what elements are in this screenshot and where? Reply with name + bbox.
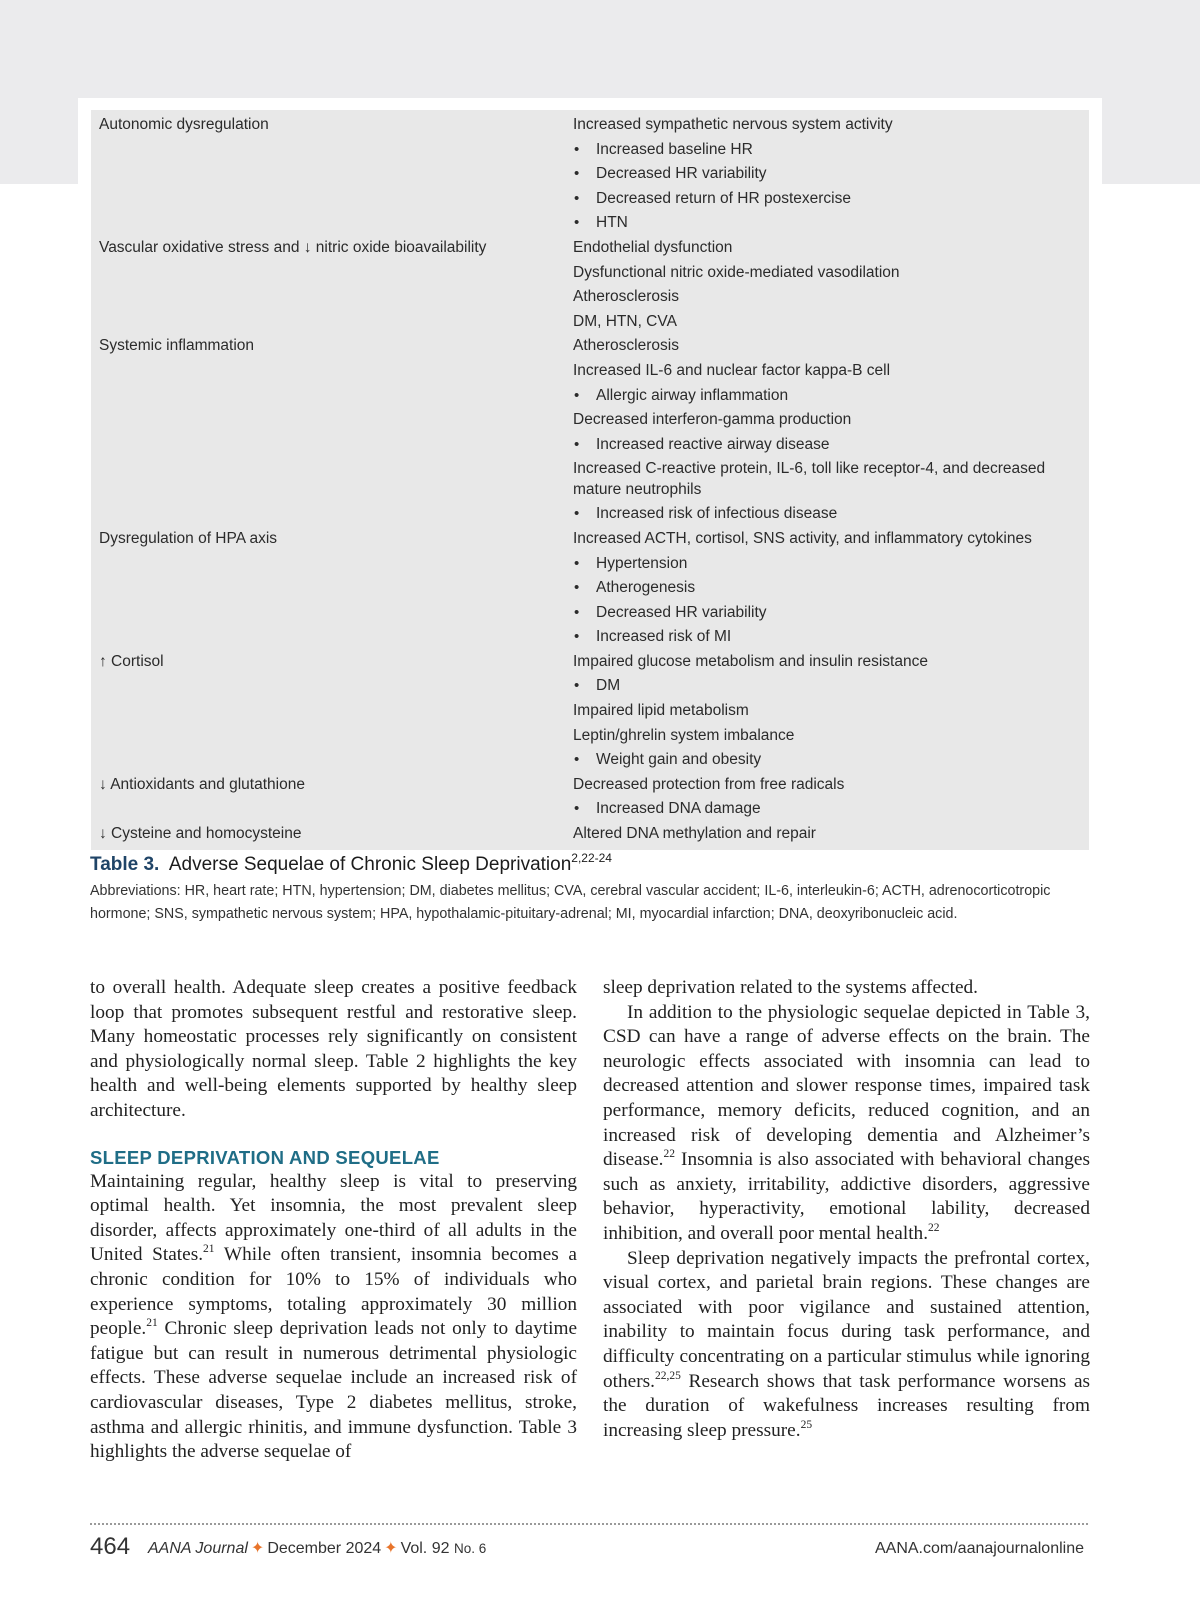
table-row (91, 236, 1089, 334)
table-body (91, 110, 1089, 847)
table-cell-mechanism: Vascular oxidative stress and ↓ nitric oxide bioavailability (99, 238, 487, 256)
effect-item: Increased ACTH, cortisol, SNS activity, and inflammatory cytokines (573, 529, 1032, 547)
table-cell-effects (573, 113, 1078, 236)
paragraph (603, 1001, 1090, 1247)
table-cell-effects (573, 527, 1078, 650)
effect-item: DM, HTN, CVA (573, 312, 677, 330)
effect-bullet-item: • Hypertension (573, 552, 1078, 577)
paragraph (90, 1170, 577, 1465)
table-cell-mechanism: Dysregulation of HPA axis (99, 529, 278, 547)
text-run: Maintaining regular, healthy sleep is vital to preserving optimal health. Yet insomnia, the most prevalent sleep disorder, affects approximately one-third of all adults in the United States. (90, 1170, 577, 1266)
abbreviations-note: Abbreviations: HR, heart rate; HTN, hypertension; DM, diabetes mellitus; CVA, cerebral vascular accident; IL-6, interleukin-6; ACTH, adrenocorticotropic hormone; SNS, sympathetic nervous system; HPA, hypothalamic-pituitary-adrenal; MI, myocardial infarction; DNA, deoxyribonucleic acid. (90, 883, 1051, 922)
table-row (91, 822, 1089, 847)
table-cell-mechanism: ↑ Cortisol (99, 652, 164, 670)
effect-bullet-item: • Decreased HR variability (573, 601, 1078, 626)
citation-ref: 22 (663, 1148, 675, 1161)
separator-icon: ✦ (384, 1540, 398, 1557)
table-cell-mechanism: Autonomic dysregulation (99, 116, 269, 133)
table-row (91, 527, 1089, 650)
effect-bullet-item: • Decreased return of HR postexercise (573, 187, 1078, 212)
journal-citation (148, 1538, 486, 1560)
table-cell-mechanism: ↓ Antioxidants and glutathione (99, 775, 305, 793)
table-cell-mechanism: ↓ Cysteine and homocysteine (99, 825, 302, 843)
text-run: In addition to the physiologic sequelae depicted in Table 3, CSD can have a range of adverse effects on the brain. The neurologic effects associated with insomnia can lead to decreased attention and slower response times, impaired task performance, memory deficits, reduced cognition, and an increased risk of developing dementia and Alzheimer’s disease. (603, 1001, 1090, 1171)
journal-name: AANA Journal (148, 1540, 248, 1557)
paragraph: to overall health. Adequate sleep creates a positive feedback loop that promotes subsequent restful and restorative sleep. Many homeostatic processes rely significantly on consistent and physiologically normal sleep. Table 2 highlights the key health and well-being elements supported by healthy sleep architecture. (90, 977, 577, 1121)
journal-website-link[interactable]: AANA.com/aanajournalonline (874, 1540, 1084, 1557)
caption-text: Adverse Sequelae of Chronic Sleep Deprivation (168, 854, 572, 875)
effect-item: Increased sympathetic nervous system activity (573, 116, 893, 133)
text-run: Sleep deprivation negatively impacts the prefrontal cortex, visual cortex, and parietal brain regions. These changes are associated with poor vigilance and sustained attention, inability to maintain focus during task performance, and difficulty concentrating on a particular stimulus while ignoring others. (603, 1247, 1090, 1392)
effect-item: Atherosclerosis (573, 288, 679, 306)
issue-date: December 2024 (267, 1540, 382, 1557)
citation-ref: 21 (203, 1243, 215, 1256)
paragraph: sleep deprivation related to the systems affected. (603, 977, 978, 998)
effect-item: Increased C-reactive protein, IL-6, toll like receptor-4, and decreased mature neutrophils (573, 460, 1046, 498)
effect-item: Leptin/ghrelin system imbalance (573, 726, 795, 744)
caption-label: Table 3. (90, 854, 160, 875)
effect-bullet-item: • DM (573, 674, 1078, 699)
table-row (91, 113, 1089, 236)
effect-item: Impaired lipid metabolism (573, 702, 749, 720)
separator-icon: ✦ (250, 1540, 265, 1557)
table-caption (90, 852, 1100, 925)
effect-item: Increased IL-6 and nuclear factor kappa-B cell (573, 361, 891, 379)
effect-item: Atherosclerosis (573, 337, 679, 355)
effect-item: Decreased interferon-gamma production (573, 411, 852, 429)
table-row (91, 773, 1089, 822)
footer-divider (90, 1523, 1088, 1525)
table-3 (91, 110, 1089, 850)
effect-item: Dysfunctional nitric oxide-mediated vasodilation (573, 263, 900, 281)
caption-refs: 2,22-24 (571, 851, 612, 865)
effect-bullet-item: • Increased risk of MI (573, 625, 1078, 650)
issue-number: No. 6 (453, 1541, 487, 1556)
effect-item: Endothelial dysfunction (573, 238, 733, 256)
page-footer (90, 1532, 1088, 1562)
effect-bullet-item: • Increased reactive airway disease (573, 433, 1078, 458)
effect-bullet-item: • Weight gain and obesity (573, 748, 1078, 773)
effect-bullet-item: • Increased DNA damage (573, 797, 1078, 822)
table-row (91, 334, 1089, 527)
text-run: Insomnia is also associated with behavioral changes such as anxiety, irritability, addictive disorders, aggressive behavior, hyperactivity, emotional lability, decreased inhibition, and overall poor mental health. (603, 1149, 1090, 1244)
citation-ref: 22 (928, 1221, 940, 1234)
citation-ref: 25 (800, 1418, 813, 1431)
paragraph (603, 1247, 1090, 1444)
citation-ref: 22,25 (654, 1369, 681, 1382)
effect-bullet-item: • Atherogenesis (573, 576, 1078, 601)
volume: Vol. 92 (400, 1540, 450, 1557)
text-run: Chronic sleep deprivation leads not only to daytime fatigue but can result in numerous detrimental physiologic effects. These adverse sequelae include an increased risk of cardiovascular diseases, Type 2 diabetes mellitus, stroke, asthma and allergic rhinitis, and immune dysfunction. Table 3 highlights the adverse sequelae of (90, 1318, 577, 1463)
body-column-right (603, 976, 1090, 1443)
table-cell-effects (573, 773, 1078, 822)
effect-bullet-item: • Increased risk of infectious disease (573, 502, 1078, 527)
effect-bullet-item: • Allergic airway inflammation (573, 384, 1078, 409)
effect-bullet-item: • Increased baseline HR (573, 138, 1078, 163)
table-cell-effects (573, 650, 1078, 773)
table-cell-effects (573, 334, 1078, 527)
effect-bullet-item: • Decreased HR variability (573, 162, 1078, 187)
effect-item: Impaired glucose metabolism and insulin resistance (573, 652, 928, 670)
table-cell-effects (573, 822, 1078, 847)
table-row (91, 650, 1089, 773)
body-column-left (90, 976, 577, 1465)
effect-item: Altered DNA methylation and repair (573, 825, 816, 843)
text-run: While often transient, insomnia becomes a chronic condition for 10% to 15% of individuals who experience symptoms, totaling approximately 30 million people. (90, 1244, 577, 1340)
citation-ref: 21 (146, 1317, 158, 1330)
page-number: 464 (90, 1533, 131, 1560)
section-heading: SLEEP DEPRIVATION AND SEQUELAE (90, 1146, 440, 1168)
effect-item: Decreased protection from free radicals (573, 775, 845, 793)
text-run: Research shows that task performance worsens as the duration of wakefulness increases resulting from increasing sleep pressure. (603, 1370, 1090, 1441)
table-cell-effects (573, 236, 1078, 334)
effect-bullet-item: • HTN (573, 211, 1078, 236)
table-cell-mechanism: Systemic inflammation (99, 337, 255, 355)
caption-title (90, 852, 1100, 878)
